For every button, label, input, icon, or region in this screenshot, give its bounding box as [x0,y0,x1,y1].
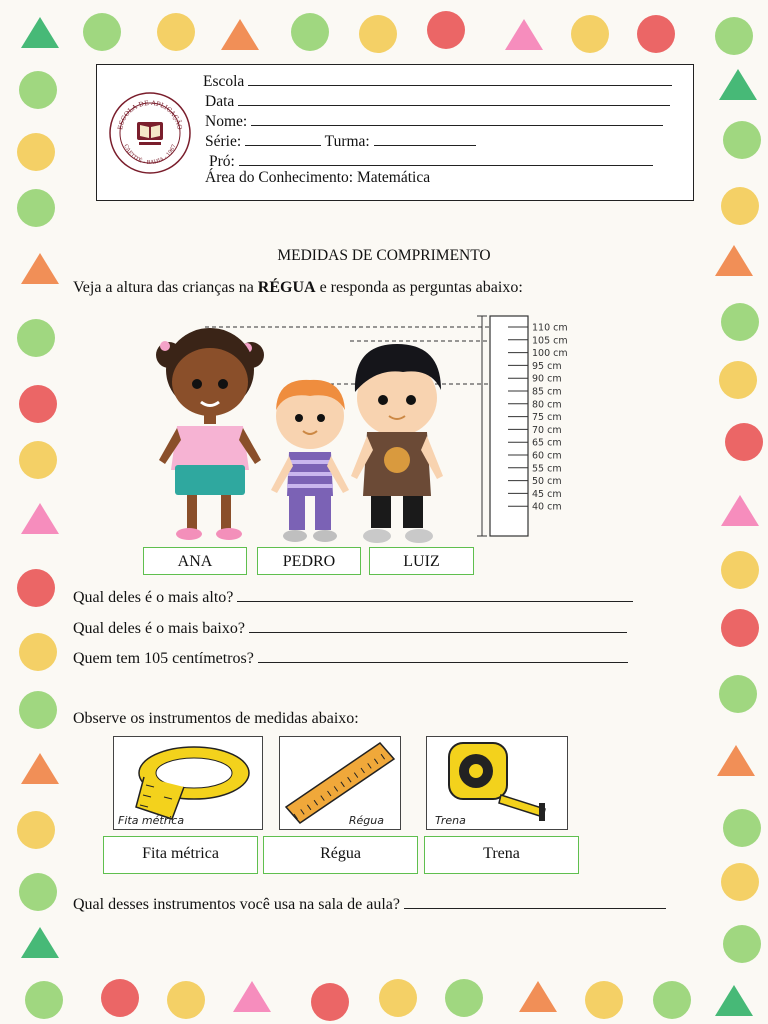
teacher-line: Pró: [209,151,653,171]
confetti-triangle [21,753,59,784]
confetti-dot [83,13,121,51]
confetti-triangle [505,19,543,50]
ruler-mark-label: 55 cm [532,463,562,475]
confetti-dot [19,691,57,729]
name-box-luiz: LUIZ [369,547,474,575]
ruler-mark-label: 50 cm [532,476,562,488]
school-seal-logo [109,92,191,174]
confetti-dot [445,979,483,1017]
svg-text:ESCOLA DE APLICAÇÃO: ESCOLA DE APLICAÇÃO [116,98,184,131]
confetti-dot [19,633,57,671]
ruler-image [279,736,401,830]
label-trena: Trena [424,836,579,874]
confetti-dot [19,385,57,423]
label-regua: Régua [263,836,418,874]
children-height-illustration [125,310,580,578]
height-ruler [490,316,528,536]
ruler-mark-label: 40 cm [532,501,562,513]
confetti-dot [571,15,609,53]
date-line: Data [205,91,670,111]
tape-measure-image [113,736,263,830]
confetti-dot [427,11,465,49]
luiz-figure [351,344,443,543]
ruler-mark-label: 85 cm [532,386,562,398]
confetti-dot [19,441,57,479]
confetti-dot [725,423,763,461]
instruction-text: Veja a altura das crianças na RÉGUA e responda as perguntas abaixo: [73,279,523,296]
ruler-mark-label: 80 cm [532,399,562,411]
confetti-dot [101,979,139,1017]
confetti-dot [17,319,55,357]
question-105cm: Quem tem 105 centímetros? [73,650,628,668]
confetti-dot [719,361,757,399]
confetti-dot [17,569,55,607]
ruler-mark-label: 60 cm [532,450,562,462]
confetti-dot [637,15,675,53]
confetti-dot [157,13,195,51]
confetti-dot [721,187,759,225]
confetti-triangle [715,985,753,1016]
confetti-dot [19,873,57,911]
confetti-triangle [717,745,755,776]
ana-figure [156,328,264,540]
name-box-pedro: PEDRO [257,547,361,575]
confetti-triangle [719,69,757,100]
trena-caption: Trena [435,814,466,827]
header-info-box [96,64,694,201]
confetti-dot [167,981,205,1019]
confetti-dot [25,981,63,1019]
ruler-caption: Régua [348,814,384,827]
name-line: Nome: [205,111,663,131]
ruler-mark-label: 105 cm [532,335,568,347]
confetti-dot [17,811,55,849]
ruler-mark-label: 110 cm [532,322,568,334]
ruler-mark-label: 90 cm [532,373,562,385]
confetti-dot [311,983,349,1021]
knowledge-area: Área do Conhecimento: Matemática [205,169,431,186]
confetti-dot [715,17,753,55]
confetti-dot [721,303,759,341]
confetti-dot [19,71,57,109]
grade-class-line: Série: Turma: [205,131,476,151]
confetti-dot [721,551,759,589]
school-line: Escola [203,71,672,91]
final-question: Qual desses instrumentos você usa na sala de aula? [73,896,666,914]
confetti-dot [653,981,691,1019]
label-fita-metrica: Fita métrica [103,836,258,874]
confetti-dot [723,809,761,847]
confetti-dot [17,189,55,227]
confetti-triangle [21,503,59,534]
confetti-triangle [221,19,259,50]
pedro-figure [271,380,349,542]
confetti-dot [723,121,761,159]
observe-instruments-text: Observe os instrumentos de medidas abaixo: [73,710,359,727]
tape-measure-caption: Fita métrica [118,814,185,827]
trena-image [426,736,568,830]
confetti-dot [17,133,55,171]
confetti-triangle [21,17,59,48]
confetti-triangle [519,981,557,1012]
confetti-dot [723,925,761,963]
confetti-triangle [721,495,759,526]
confetti-dot [721,609,759,647]
question-tallest: Qual deles é o mais alto? [73,589,633,607]
name-box-ana: ANA [143,547,247,575]
confetti-dot [379,979,417,1017]
confetti-triangle [233,981,271,1012]
question-shortest: Qual deles é o mais baixo? [73,620,627,638]
section-title: MEDIDAS DE COMPRIMENTO [277,247,491,264]
svg-text:CAETITÉ - BAHIA - 1967: CAETITÉ - BAHIA - 1967 [122,143,178,167]
confetti-dot [291,13,329,51]
confetti-triangle [21,927,59,958]
confetti-dot [719,675,757,713]
confetti-dot [585,981,623,1019]
ruler-mark-label: 100 cm [532,348,568,360]
ruler-mark-label: 70 cm [532,424,562,436]
ruler-mark-label: 75 cm [532,412,562,424]
ruler-mark-label: 45 cm [532,488,562,500]
ruler-mark-label: 65 cm [532,437,562,449]
confetti-dot [359,15,397,53]
ruler-mark-label: 95 cm [532,360,562,372]
confetti-dot [721,863,759,901]
